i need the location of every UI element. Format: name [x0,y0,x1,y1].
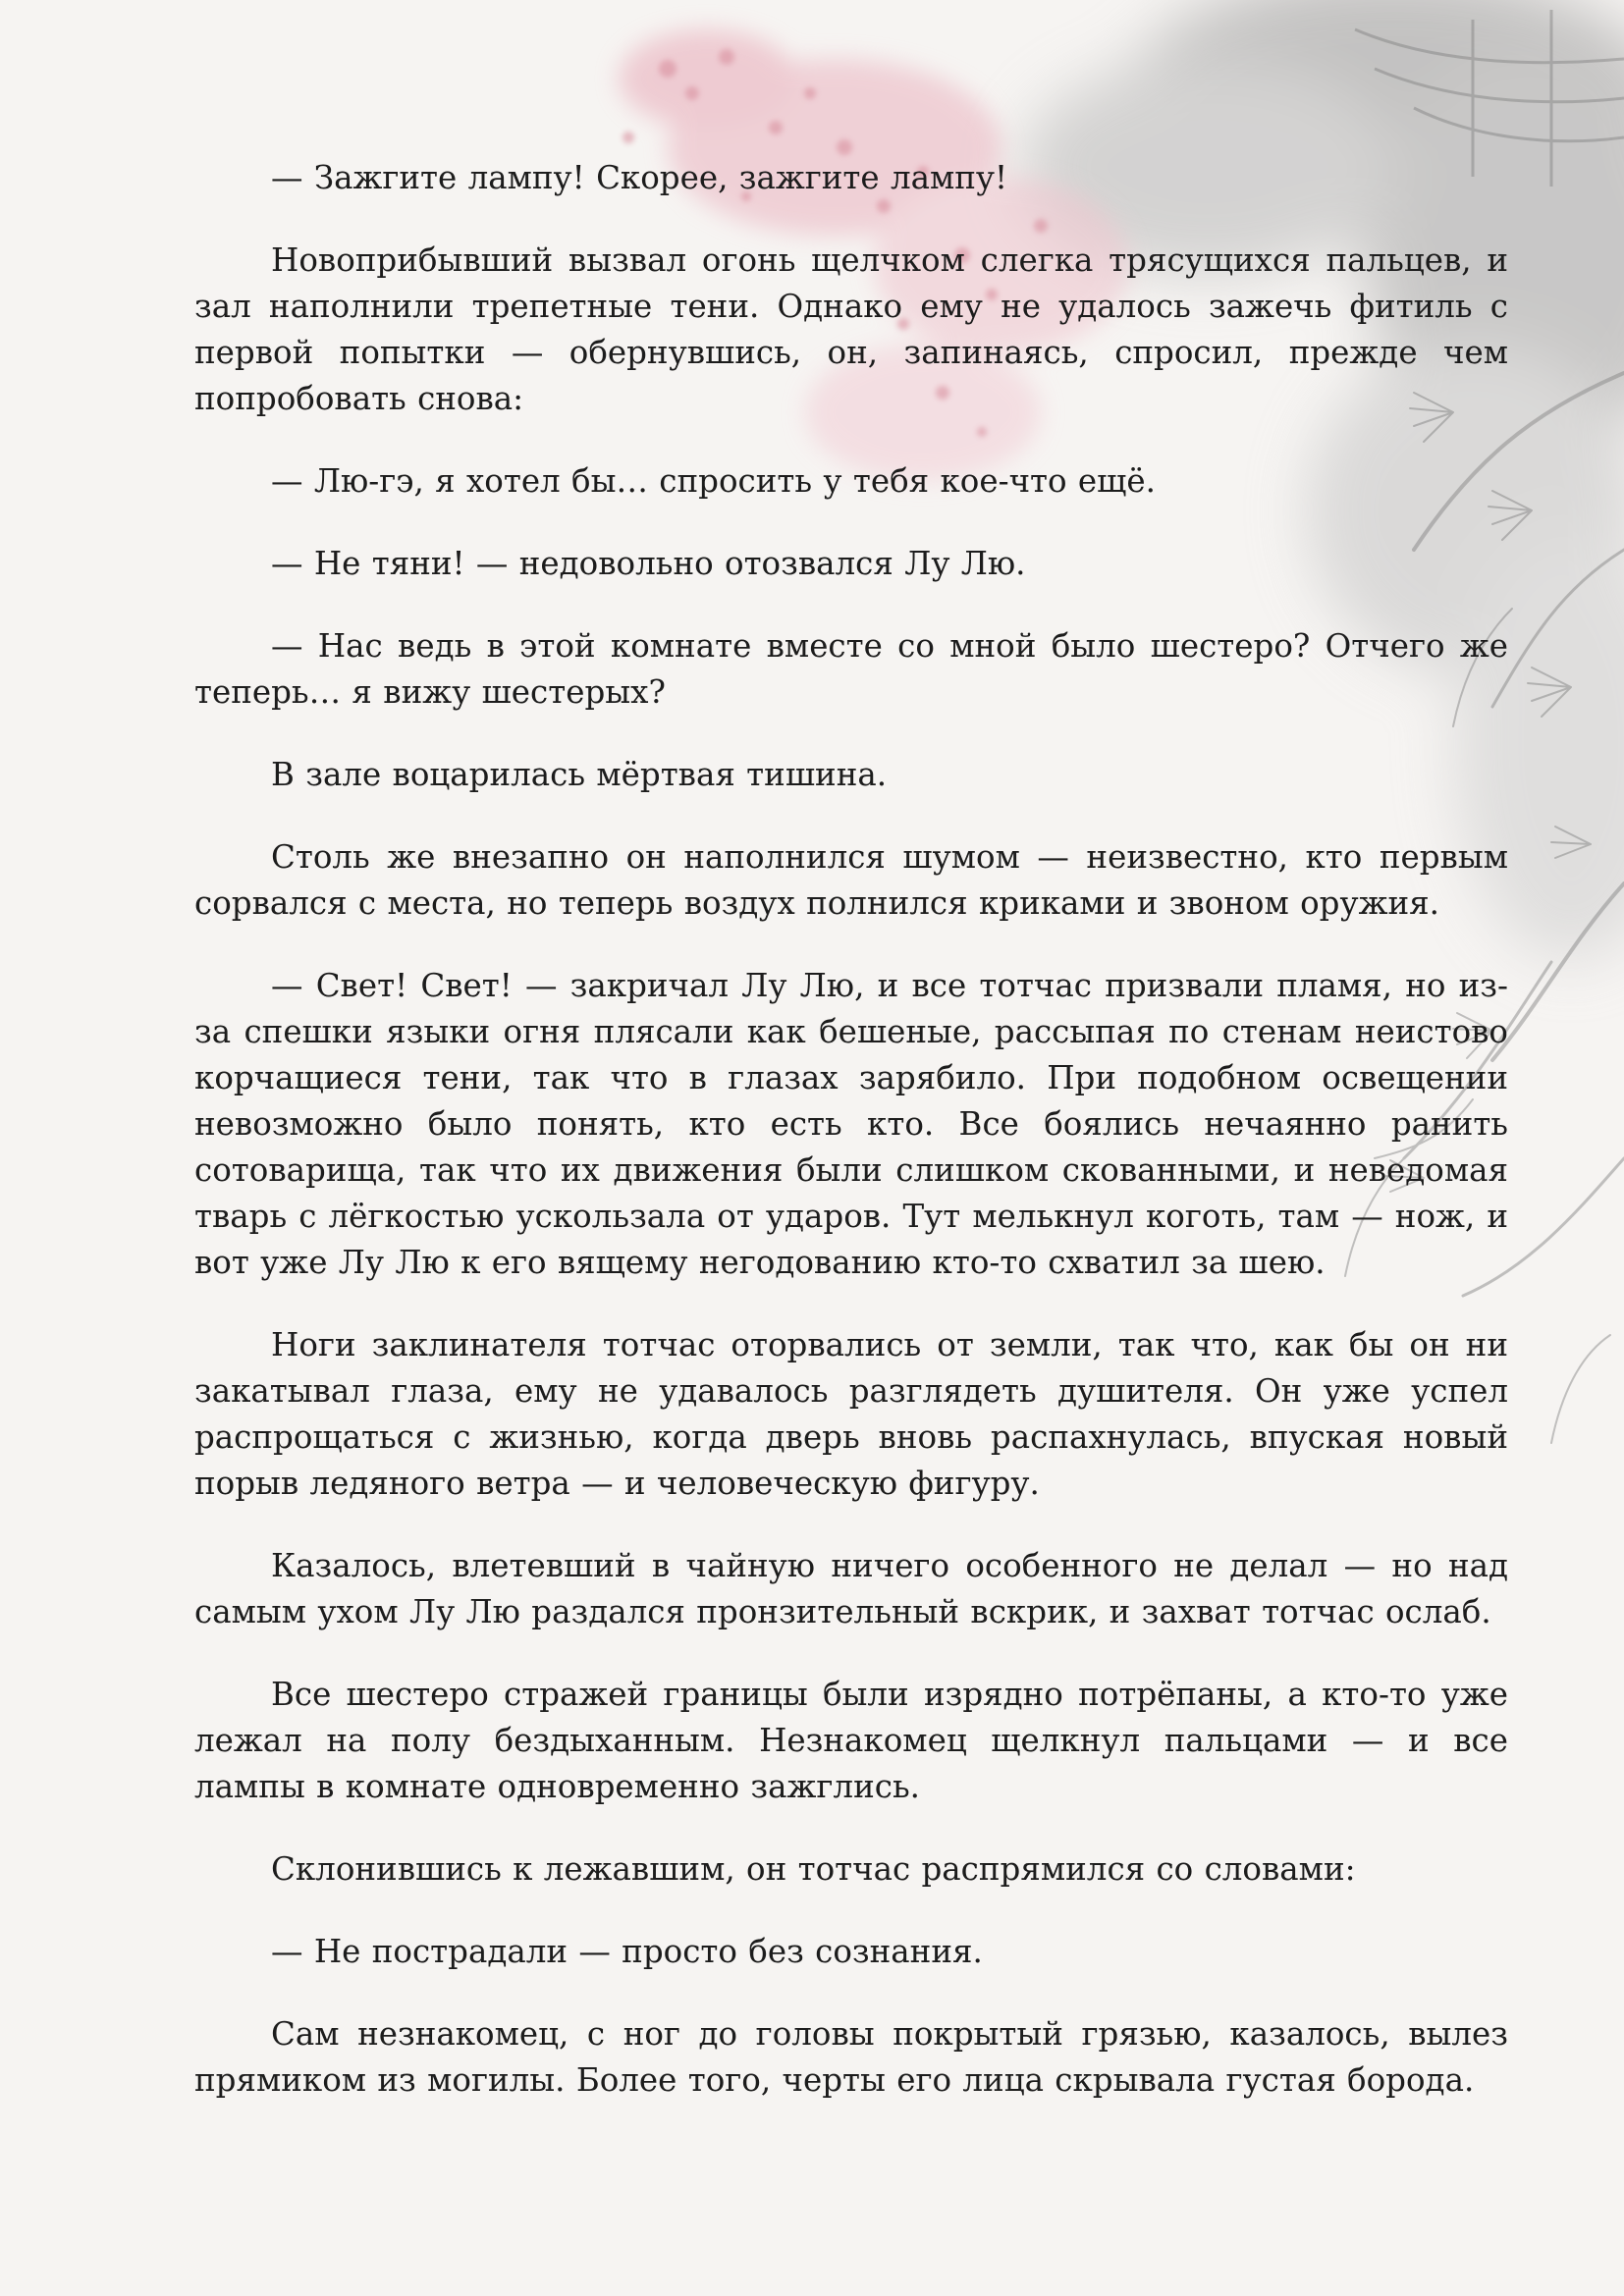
paragraph: — Не тяни! — недовольно отозвался Лу Лю. [271,545,1026,582]
paragraph: Ноги заклинателя тотчас оторвались от земли, так что, как бы он ни закатывал глаза, ему не удавалось разглядеть душителя. Он уже успел распрощаться с жизнью, когда дверь вновь распахнулась, впуская новый порыв ледяного ветра — и человеческую фигуру. [194,1326,1508,1502]
paragraph: Склонившись к лежавшим, он тотчас распрямился со словами: [271,1850,1356,1888]
paragraph: Столь же внезапно он наполнился шумом — неизвестно, кто первым сорвался с места, но теперь воздух полнился криками и звоном оружия. [194,838,1508,922]
paragraph: — Свет! Свет! — закричал Лу Лю, и все тотчас призвали пламя, но из-за спешки языки огня плясали как бешеные, рассыпая по стенам неистово корчащиеся тени, так что в глазах зарябило. При подобном освещении невозможно было понять, кто есть кто. Все боялись нечаянно ранить сотоварища, так что их движения были слишком скованными, и неведомая тварь с лёгкостью ускользала от ударов. Тут мелькнул коготь, там — нож, и вот уже Лу Лю к его вящему негодованию кто-то схватил за шею. [194,967,1508,1281]
paragraph: — Нас ведь в этой комнате вместе со мной было шестеро? Отчего же теперь… я вижу шестерых? [194,627,1508,711]
paragraph: Сам незнакомец, с ног до головы покрытый грязью, казалось, вылез прямиком из могилы. Более того, черты его лица скрывала густая борода. [194,2015,1508,2099]
paragraph: Казалось, влетевший в чайную ничего особенного не делал — но над самым ухом Лу Лю раздался пронзительный вскрик, и захват тотчас ослаб. [194,1547,1508,1630]
paragraph: — Зажгите лампу! Скорее, зажгите лампу! [271,159,1008,196]
paragraph: Все шестеро стражей границы были изрядно потрёпаны, а кто-то уже лежал на полу бездыханным. Незнакомец щелкнул пальцами — и все лампы в комнате одновременно зажглись. [194,1676,1508,1805]
paragraph: — Лю-гэ, я хотел бы… спросить у тебя кое-что ещё. [271,462,1156,500]
paragraph: В зале воцарилась мёртвая тишина. [271,756,888,793]
paragraph: — Не пострадали — просто без сознания. [271,1933,983,1970]
paragraph: Новоприбывший вызвал огонь щелчком слегка трясущихся пальцев, и зал наполнили трепетные тени. Однако ему не удалось зажечь фитиль с первой попытки — обернувшись, он, запинаясь, спросил, прежде чем попробовать снова: [194,241,1508,417]
chapter-text [194,155,1508,2140]
